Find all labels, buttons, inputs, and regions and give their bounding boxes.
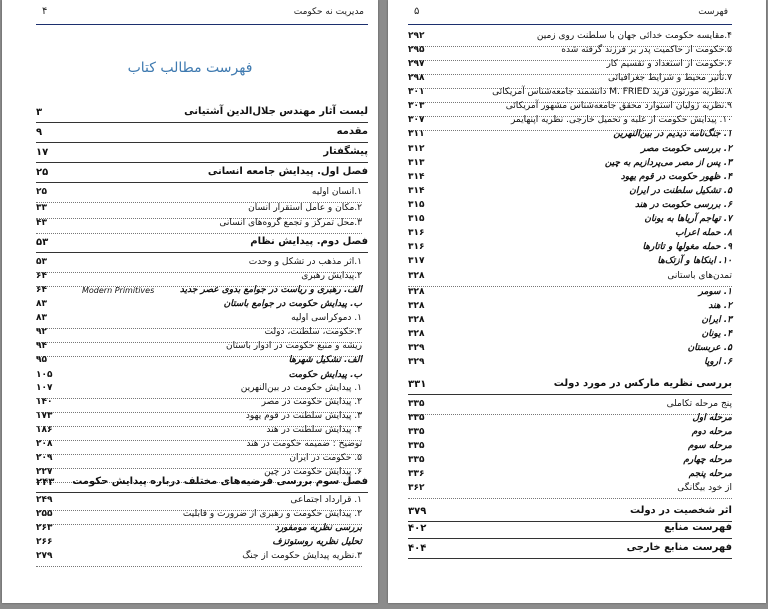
toc-entry-page-number: ۱۴۰: [36, 397, 53, 407]
toc-entry-title: ۵. حکومت در ایران: [289, 453, 362, 463]
toc-entry-page-number: ۶۴: [36, 271, 47, 281]
toc-entry-page-number: ۳۳۵: [408, 455, 425, 465]
toc-entry-page-number: ۳۷۹: [408, 506, 427, 517]
toc-entry: [408, 356, 732, 372]
toc-entry: [36, 476, 368, 493]
toc-entry-title: مقدمه: [336, 126, 368, 137]
toc-entry: [36, 354, 362, 370]
left-page-number: ۴: [42, 6, 48, 17]
left-running-title: مدیریت نه حکومت: [293, 7, 364, 17]
toc-entry-title: فهرست منابع خارجی: [626, 542, 732, 553]
toc-entry-page-number: ۲۵: [36, 167, 49, 178]
toc-entry-english-term: Modern Primitives: [82, 286, 155, 295]
toc-entry-page-number: ۳۰۷: [408, 115, 425, 125]
toc-entry-page-number: ۳۰۱: [408, 87, 425, 97]
toc-entry-page-number: ۱۷۳: [36, 411, 53, 421]
toc-entry-title: ۱. قرارداد اجتماعی: [290, 495, 362, 505]
toc-entry-page-number: ۳۲۸: [408, 271, 425, 281]
toc-entry-page-number: ۴۰۲: [408, 523, 427, 534]
toc-entry-title: الف. رهبری و ریاست در جوامع بدوی عصر جدید: [179, 285, 362, 295]
toc-entry-page-number: ۳۱۶: [408, 242, 425, 252]
toc-entry-page-number: ۲۹۵: [408, 45, 425, 55]
toc-entry-title: مرحله اول: [692, 413, 732, 423]
toc-entry-title: ۷.تأثیر محیط و شرایط جغرافیائی: [607, 73, 732, 83]
toc-entry-title: ب. پیدایش حکومت: [288, 370, 362, 380]
toc-entry-title: فهرست منابع: [664, 522, 732, 533]
toc-entry-page-number: ۲۷۹: [36, 551, 53, 561]
toc-entry-page-number: ۸۳: [36, 299, 47, 309]
toc-entry-page-number: ۳۱۱: [408, 129, 425, 139]
toc-entry-page-number: ۳۳: [36, 203, 47, 213]
toc-entry-title: بررسی نظریه مارکس در مورد دولت: [553, 378, 732, 389]
left-page-header: [36, 4, 368, 25]
toc-entry-title: ۹. حمله مغولها و تاتارها: [642, 242, 732, 252]
toc-entry-title: ۳. پیدایش سلطنت در قوم یهود: [245, 411, 362, 421]
toc-entry-title: ۵. تشکیل سلطنت در ایران: [629, 186, 732, 196]
toc-entry-page-number: ۳۱۷: [408, 256, 425, 266]
toc-entry-title: پیشگفتار: [323, 146, 368, 157]
toc-entry-page-number: ۱۰۷: [36, 383, 53, 393]
toc-entry-page-number: ۲۴۳: [36, 477, 55, 488]
toc-entry-page-number: ۲۲۷: [36, 467, 53, 477]
toc-entry-title: ۱۰. اینکاها و آزتک‌ها: [657, 256, 732, 266]
toc-entry: [36, 166, 368, 183]
toc-entry-page-number: ۳۳۶: [408, 469, 425, 479]
toc-entry: [408, 482, 732, 499]
toc-entry-title: ۳. ایران: [701, 315, 732, 325]
toc-entry-page-number: ۶۴: [36, 285, 47, 295]
toc-entry-page-number: ۲۵: [36, 187, 47, 197]
toc-entry-page-number: ۲۰۸: [36, 439, 53, 449]
toc-entry-title: مرحله پنجم: [688, 469, 732, 479]
toc-entry: [408, 128, 732, 144]
toc-entry-page-number: ۲۶۶: [36, 537, 53, 547]
toc-entry-title: پنج مرحله تکاملی: [666, 399, 732, 409]
toc-entry-title: ۵.حکومت از حاکمیت پدر بر فرزند گرفته شده: [561, 45, 732, 55]
right-page-header: [408, 4, 732, 25]
toc-entry-title: ۴.مقایسه حکومت خدائی جهان با سلطنت روی زمین: [536, 31, 732, 41]
toc-entry-page-number: ۲۶۳: [36, 523, 53, 533]
toc-entry-title: ۴. پیدایش سلطنت در هند: [266, 425, 362, 435]
toc-entry-page-number: ۳۱۴: [408, 172, 425, 182]
toc-entry-title: ۳.نظریه پیدایش حکومت از جنگ: [242, 551, 362, 561]
toc-entry-title: ۹.نظریه ژولیان استوارد محقق جامعه‌شناس مشهور آمریکائی: [505, 101, 732, 111]
toc-entry-title: از خود بیگانگی: [677, 483, 732, 493]
toc-entry-page-number: ۳۱۴: [408, 186, 425, 196]
right-running-title: فهرست: [698, 7, 728, 17]
toc-entry-page-number: ۳۱۲: [408, 144, 425, 154]
toc-entry-title: ۲. پیدایش حکومت و رهبری از ضرورت و قابلیت: [182, 509, 362, 519]
toc-entry-page-number: ۳۲۹: [408, 357, 425, 367]
toc-entry-page-number: ۵۳: [36, 257, 47, 267]
toc-entry-page-number: ۳۳۵: [408, 427, 425, 437]
toc-entry: [408, 378, 732, 395]
toc-entry-page-number: ۱۸۶: [36, 425, 53, 435]
toc-entry: [36, 217, 362, 234]
toc-entry-page-number: ۳۲۸: [408, 315, 425, 325]
toc-entry-title: مرحله سوم: [687, 441, 732, 451]
toc-entry-title: ۲.پیدایش رهبری: [301, 271, 362, 281]
toc-entry: [408, 255, 732, 271]
toc-entry-page-number: ۲۵۵: [36, 509, 53, 519]
toc-entry: [408, 542, 732, 559]
toc-entry-page-number: ۴۰۴: [408, 543, 427, 554]
toc-entry-title: ۱. سومر: [698, 287, 732, 297]
toc-entry-page-number: ۳۱۵: [408, 200, 425, 210]
toc-entry-title: ۶.حکومت از استعداد و تقسیم کار: [606, 59, 732, 69]
toc-entry-title: ۴. یونان: [701, 329, 732, 339]
toc-entry-page-number: ۳۲۸: [408, 301, 425, 311]
toc-entry-title: ۲. بررسی حکومت مصر: [641, 144, 732, 154]
toc-entry-title: ریشه و منبع حکومت در ادوار باستان: [225, 341, 362, 351]
toc-entry-page-number: ۳۳۵: [408, 413, 425, 423]
toc-entry-page-number: ۹: [36, 127, 43, 138]
toc-entry-title: ۶. بررسی حکومت در هند: [634, 200, 732, 210]
toc-entry-title: ۱.اثر مذهب در تشکل و وحدت: [248, 257, 362, 267]
toc-entry-title: ۱. جنگ‌نامه دیدیم در بین‌النهرین: [613, 129, 732, 139]
toc-title: فهرست مطالب کتاب: [127, 60, 253, 76]
toc-entry-page-number: ۲۹۲: [408, 31, 425, 41]
toc-entry: [408, 270, 732, 287]
toc-entry-page-number: ۳۱۵: [408, 214, 425, 224]
toc-entry-page-number: ۲۹۸: [408, 73, 425, 83]
toc-entry: [408, 505, 732, 522]
toc-entry-page-number: ۹۲: [36, 327, 47, 337]
toc-entry-page-number: ۱۰۵: [36, 370, 53, 380]
toc-entry-title: ۶. اروپا: [704, 357, 732, 367]
toc-entry-title: ۸. حمله اعراب: [675, 228, 732, 238]
toc-entry-title: ۳. پس از مصر می‌پردازیم به چین: [604, 158, 732, 168]
toc-entry-title: ۳.محل تمرکز و تجمع گروه‌های انسانی: [219, 218, 362, 228]
left-page: [2, 0, 378, 603]
toc-entry-page-number: ۳۱۶: [408, 228, 425, 238]
toc-entry-title: الف. تشکیل شهرها: [288, 355, 362, 365]
toc-entry-page-number: ۱۷: [36, 147, 49, 158]
toc-entry-title: ۲.مکان و عامل استقرار انسان: [248, 203, 362, 213]
toc-entry-title: لیست آثار مهندس جلال‌الدین آشتیانی: [184, 106, 368, 117]
toc-entry-page-number: ۳۱۳: [408, 158, 425, 168]
toc-entry-title: ۷. تهاجم آریاها به یونان: [644, 214, 732, 224]
toc-entry-title: ۱.انسان اولیه: [311, 187, 362, 197]
toc-entry-page-number: ۹۴: [36, 341, 47, 351]
toc-entry: [36, 236, 368, 253]
toc-entry: [36, 146, 368, 163]
toc-entry-title: فصل اول. پیدایش جامعه انسانی: [207, 166, 368, 177]
toc-entry-page-number: ۵۳: [36, 237, 49, 248]
right-page: [388, 0, 766, 603]
toc-entry-page-number: ۳۰۳: [408, 101, 425, 111]
toc-entry-page-number: ۳۳۵: [408, 441, 425, 451]
toc-entry-page-number: ۸۳: [36, 313, 47, 323]
toc-entry-title: ۲. هند: [708, 301, 732, 311]
toc-entry-page-number: ۳۲۸: [408, 329, 425, 339]
right-page-number: ۵: [414, 6, 420, 17]
toc-entry-page-number: ۳۲۸: [408, 287, 425, 297]
toc-entry: [36, 106, 368, 123]
toc-entry-page-number: ۲۴۹: [36, 495, 53, 505]
toc-entry-title: بررسی نظریه مومفورد: [274, 523, 362, 533]
toc-entry-title: ب. پیدایش حکومت در جوامع باستان: [223, 299, 362, 309]
toc-entry-title: ۱. دموکراسی اولیه: [291, 313, 362, 323]
toc-entry-title: ۵. عربستان: [687, 343, 732, 353]
toc-entry-title: تمدن‌های باستانی: [667, 271, 732, 281]
toc-entry-page-number: ۳۶۲: [408, 483, 425, 493]
toc-entry-page-number: ۳: [36, 107, 43, 118]
toc-entry-title: ۸.نظریه مورتون فرید M. FRIED دانشمند جامعه‌شناس آمریکائی: [492, 87, 732, 97]
toc-entry-title: اثر شخصیت در دولت: [630, 505, 732, 516]
toc-entry-title: توضیح : ضمیمه حکومت در هند: [246, 439, 362, 449]
toc-entry: [408, 522, 732, 539]
toc-entry-title: ۱. پیدایش حکومت در بین‌النهرین: [240, 383, 362, 393]
toc-entry-title: ۲.حکومت، سلطنت، دولت: [264, 327, 362, 337]
toc-entry-title: فصل سوم بررسی فرضیه‌های مختلف درباره پیدایش حکومت: [72, 476, 368, 487]
toc-entry: [36, 126, 368, 143]
toc-entry-page-number: ۳۳۵: [408, 399, 425, 409]
toc-entry: [36, 186, 362, 203]
toc-entry-page-number: ۳۲۹: [408, 343, 425, 353]
toc-entry-title: ۱۰. پیدایش حکومت از غلبه و تحمیل خارجی. نظریه اپنهایمر: [510, 115, 732, 125]
toc-entry-page-number: ۹۵: [36, 355, 47, 365]
toc-entry-title: تحلیل نظریه روستوتزف: [272, 537, 362, 547]
toc-entry-page-number: ۲۰۹: [36, 453, 53, 463]
toc-entry-page-number: ۲۹۷: [408, 59, 425, 69]
toc-entry-title: فصل دوم. پیدایش نظام: [250, 236, 368, 247]
toc-entry-title: ۲. پیدایش حکومت در مصر: [261, 397, 362, 407]
toc-entry-title: ۶. پیدایش حکومت در چین: [264, 467, 362, 477]
toc-entry-page-number: ۴۳: [36, 218, 47, 228]
toc-entry-title: مرحله دوم: [691, 427, 732, 437]
toc-entry-title: ۴. ظهور حکومت در قوم یهود: [620, 172, 732, 182]
toc-entry-title: مرحله چهارم: [683, 455, 732, 465]
toc-entry-page-number: ۳۳۱: [408, 379, 427, 390]
toc-entry: [36, 550, 362, 567]
